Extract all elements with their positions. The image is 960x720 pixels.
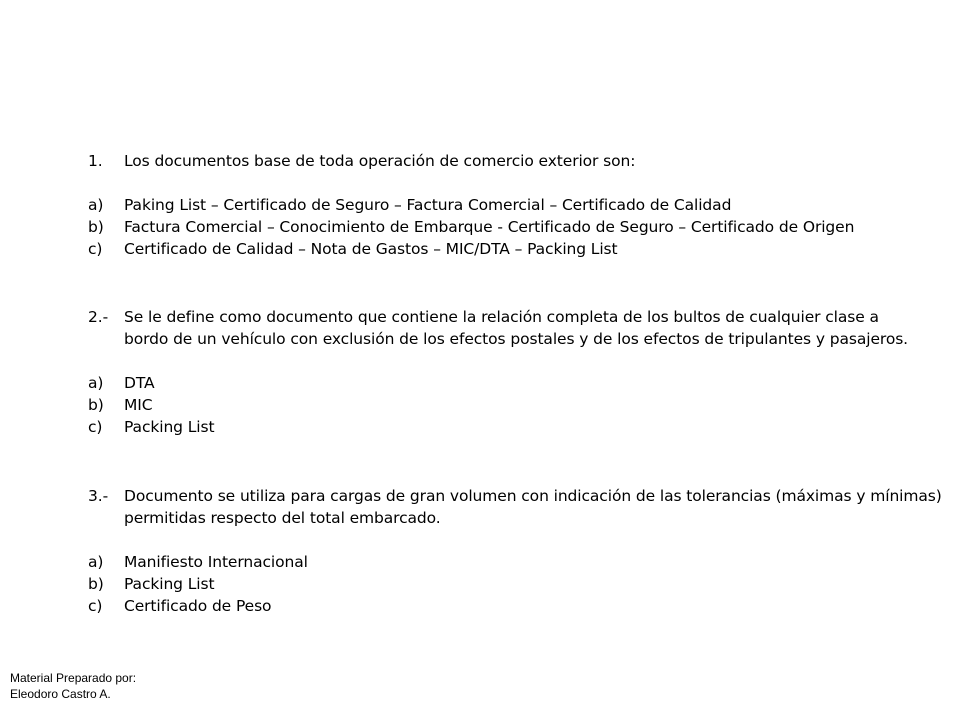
question-2-stem [88,306,948,350]
option-text: Paking List – Certificado de Seguro – Factura Comercial – Certificado de Calidad [124,196,732,214]
question-2-options [88,372,948,438]
option-c [88,238,948,260]
option-label: b) [88,396,104,414]
option-c [88,416,948,438]
option-text: Factura Comercial – Conocimiento de Embarque - Certificado de Seguro – Certificado de Origen [124,218,855,236]
question-3-options [88,551,948,617]
question-text: Los documentos base de toda operación de comercio exterior son: [124,152,636,170]
option-label: a) [88,374,104,392]
question-text-line: bordo de un vehículo con exclusión de los efectos postales y de los efectos de tripulantes y pasajeros. [124,330,909,348]
author-credit [10,670,136,702]
option-text: Packing List [124,418,215,436]
question-number: 1. [88,152,103,170]
option-b [88,216,948,238]
credit-line: Material Preparado por: [10,671,137,685]
question-3-stem [88,485,948,529]
option-label: c) [88,240,103,258]
option-text: Manifiesto Internacional [124,553,308,571]
option-label: a) [88,553,104,571]
option-a [88,372,948,394]
question-1-options [88,194,948,260]
option-a [88,551,948,573]
option-b [88,394,948,416]
question-text-line: Documento se utiliza para cargas de gran volumen con indicación de las tolerancias (máximas y mínimas) [124,487,942,505]
option-text: MIC [124,396,153,414]
question-text-line: permitidas respecto del total embarcado. [124,509,441,527]
question-number: 3.- [88,487,109,505]
option-b [88,573,948,595]
option-text: Packing List [124,575,215,593]
option-a [88,194,948,216]
question-number: 2.- [88,308,109,326]
question-1 [88,150,948,260]
question-1-stem [88,150,948,172]
question-2 [88,306,948,438]
option-label: c) [88,418,103,436]
question-text-line: Se le define como documento que contiene la relación completa de los bultos de cualquier clase a [124,308,879,326]
option-text: Certificado de Calidad – Nota de Gastos – MIC/DTA – Packing List [124,240,618,258]
option-label: c) [88,597,103,615]
question-3 [88,485,948,617]
option-label: b) [88,218,104,236]
option-label: a) [88,196,104,214]
option-c [88,595,948,617]
option-label: b) [88,575,104,593]
option-text: Certificado de Peso [124,597,272,615]
option-text: DTA [124,374,155,392]
author-name: Eleodoro Castro A. [10,687,111,701]
